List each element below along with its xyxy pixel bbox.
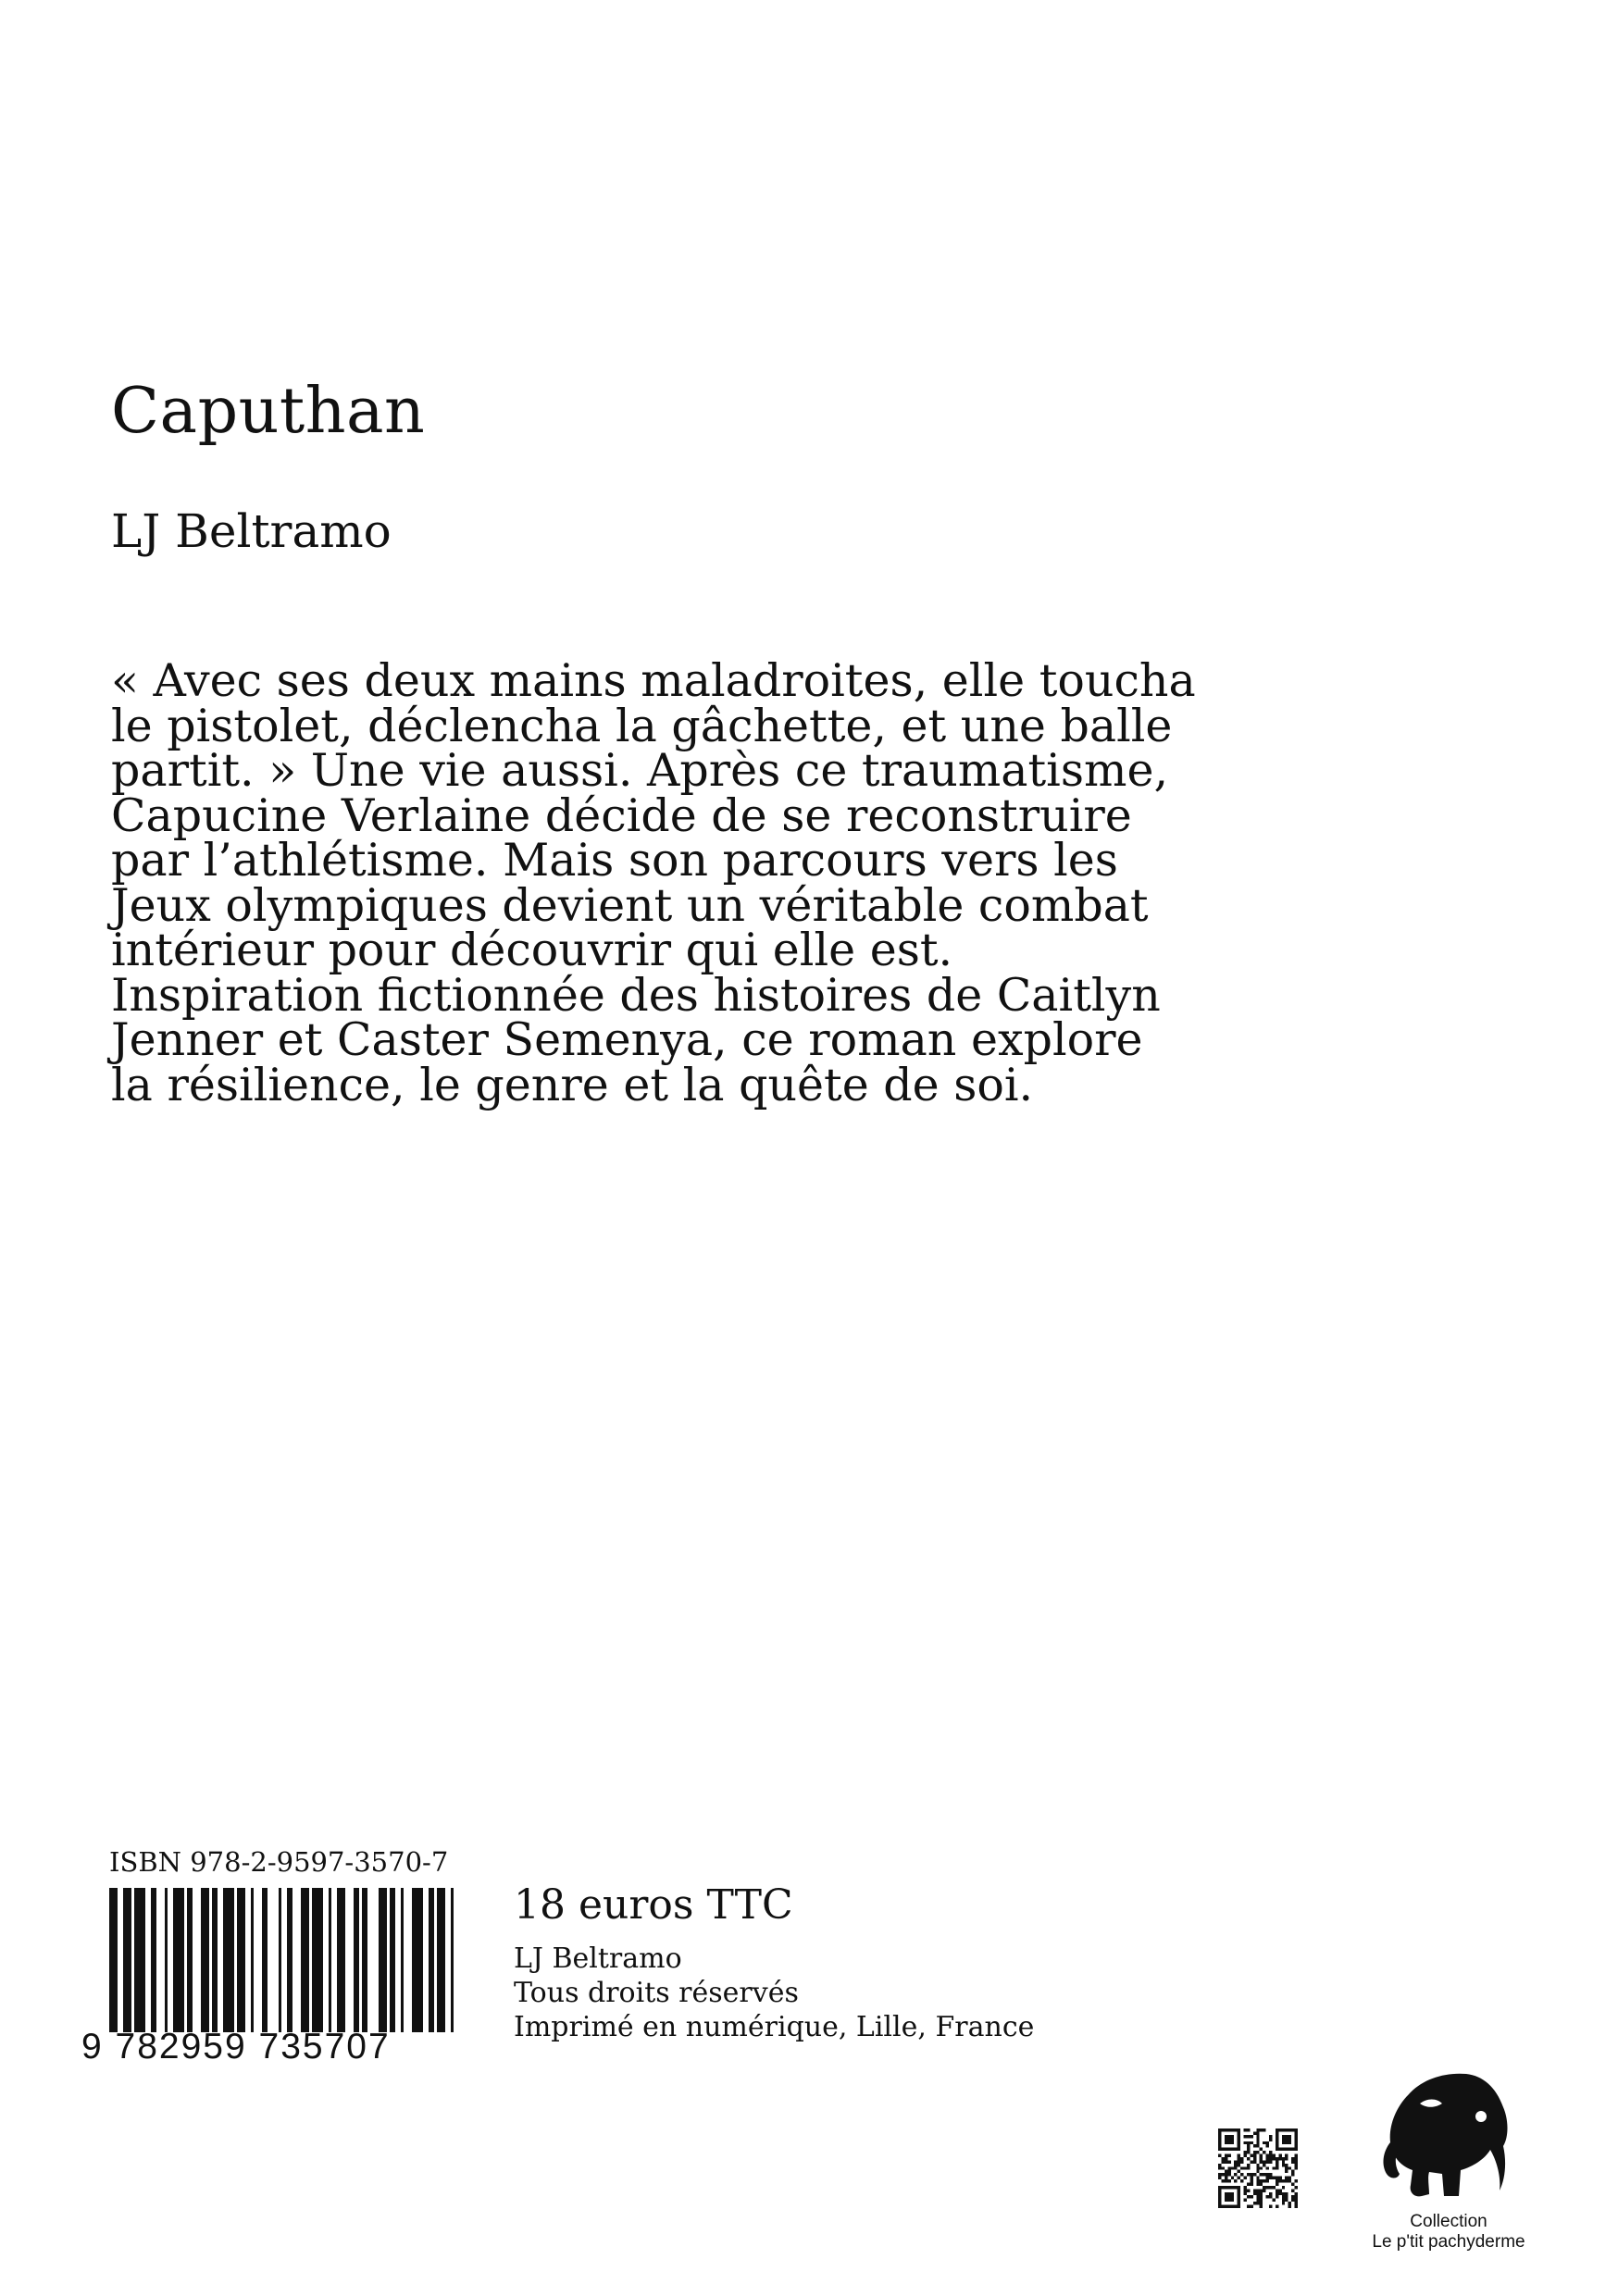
blurb-line: « Avec ses deux mains maladroites, elle toucha: [111, 654, 1196, 707]
barcode-bar: [362, 1888, 367, 2032]
barcode-bar: [390, 1888, 395, 2032]
barcode-bar: [123, 1888, 131, 2032]
barcode-bar: [287, 1888, 292, 2032]
barcode-bar: [173, 1888, 184, 2032]
barcode-bar: [134, 1888, 145, 2032]
barcode-bar: [312, 1888, 323, 2032]
collection-line-2: Le p'tit pachyderme: [1372, 2232, 1525, 2252]
collection-label: [1338, 2212, 1560, 2253]
barcode-bar: [151, 1888, 156, 2032]
book-title: Caputhan: [111, 375, 426, 448]
elephant-logo-icon: [1377, 2066, 1516, 2205]
barcode-bar: [354, 1888, 359, 2032]
barcode-bar: [237, 1888, 245, 2032]
barcode-bars: [109, 1888, 459, 2032]
blurb-line: Capucine Verlaine décide de se reconstruire: [111, 788, 1132, 842]
barcode-bar: [165, 1888, 168, 2032]
blurb-line: par l’athlétisme. Mais son parcours vers les: [111, 834, 1118, 887]
barcode-bar: [429, 1888, 434, 2032]
blurb-line: le pistolet, déclencha la gâchette, et une balle: [111, 699, 1173, 752]
barcode-bar: [301, 1888, 309, 2032]
blurb-line: intérieur pour découvrir qui elle est.: [111, 924, 953, 976]
blurb-line: Jeux olympiques devient un véritable combat: [111, 878, 1149, 932]
barcode-bar: [201, 1888, 209, 2032]
blurb-line: Inspiration fictionnée des histoires de Caitlyn: [111, 968, 1161, 1022]
barcode-bar: [379, 1888, 387, 2032]
barcode-bar: [412, 1888, 423, 2032]
imprint-printed: Imprimé en numérique, Lille, France: [514, 2011, 1035, 2043]
book-blurb: [111, 654, 1250, 1111]
barcode-digits: 9 782959 735707: [81, 2027, 391, 2066]
barcode-bar: [212, 1888, 218, 2032]
barcode-bar: [451, 1888, 454, 2032]
price: 18 euros TTC: [514, 1881, 793, 1929]
barcode-bar: [337, 1888, 345, 2032]
barcode-bar: [437, 1888, 445, 2032]
barcode-bar: [187, 1888, 193, 2032]
barcode-bar: [223, 1888, 234, 2032]
barcode-bar: [401, 1888, 404, 2032]
blurb-line: la résilience, le genre et la quête de soi.: [111, 1058, 1034, 1111]
imprint-author: LJ Beltramo: [514, 1942, 682, 1975]
barcode-bar: [109, 1888, 118, 2032]
barcode-bar: [279, 1888, 281, 2032]
barcode-bar: [262, 1888, 268, 2032]
blurb-line: partit. » Une vie aussi. Après ce traumatisme,: [111, 744, 1169, 797]
barcode-bar: [329, 1888, 331, 2032]
barcode: [109, 1888, 459, 2032]
imprint-block: [514, 1942, 1034, 2044]
collection-line-1: Collection: [1410, 2212, 1487, 2231]
qr-code-icon: [1218, 2128, 1298, 2208]
isbn-label: ISBN 978-2-9597-3570-7: [109, 1846, 449, 1878]
blurb-line: Jenner et Caster Semenya, ce roman explore: [111, 1013, 1143, 1066]
book-author: LJ Beltramo: [111, 504, 392, 558]
barcode-bar: [251, 1888, 254, 2032]
imprint-rights: Tous droits réservés: [514, 1977, 799, 2009]
